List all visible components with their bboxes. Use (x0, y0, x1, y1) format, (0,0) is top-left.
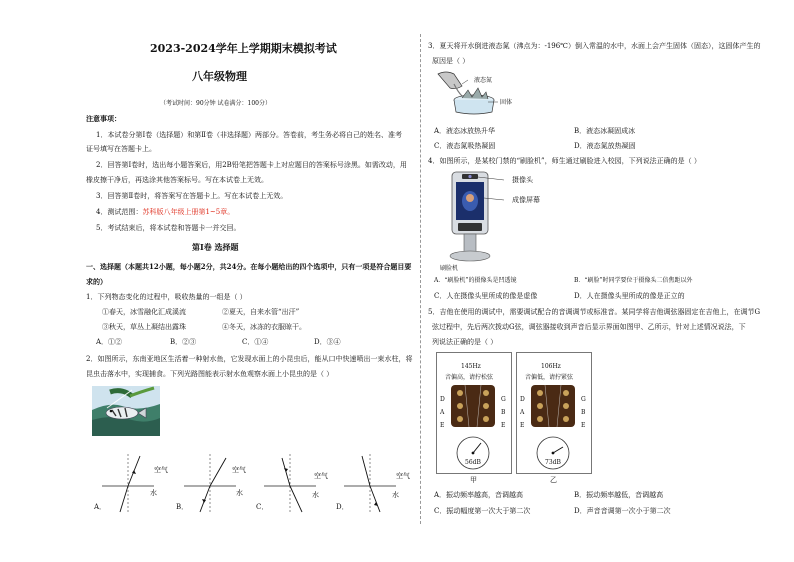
yi-string-b: B (581, 409, 586, 416)
q3-choice-a[interactable]: A．液态冰放热升华 (434, 127, 496, 135)
q4-choice-d[interactable]: D．人在摄像头里所成的像是正立的 (574, 292, 685, 300)
q2-air-label-d: 空气 (396, 472, 410, 480)
q3-choice-c[interactable]: C．液态氮吸热凝固 (434, 142, 496, 150)
yi-string-a: A (520, 409, 525, 416)
q1-choice-d[interactable]: D．③④ (314, 338, 341, 346)
q2-water-label-c: 水 (312, 491, 319, 499)
q1-choice-c[interactable]: C．①④ (242, 338, 269, 346)
q4-choice-b[interactable]: B．“刷脸”时同学要位于摄像头二倍焦距以外 (574, 277, 693, 284)
q2-water-label-d: 水 (392, 491, 399, 499)
notice-item-1-cont: 证号填写在答题卡上。 (86, 145, 156, 153)
tuner-panel-jia (436, 352, 512, 474)
q5-choice-d[interactable]: D．声音音调第一次小于第二次 (574, 507, 671, 515)
q1-choice-a[interactable]: A．①② (96, 338, 123, 346)
tuner-jia-frequency: 145Hz (461, 363, 481, 370)
q5-choice-c[interactable]: C．振动幅度第一次大于第二次 (434, 507, 531, 515)
yi-string-e2: E (581, 422, 586, 429)
archerfish-photo (92, 386, 160, 436)
notice-item-2-cont: 橡皮擦干净后，再选涂其他答案标号。写在本试卷上无效。 (86, 176, 268, 184)
notice-item-1: 1．本试卷分第Ⅰ卷（选择题）和第Ⅱ卷（非选择题）两部分。答卷前，考生务必将自己的姓名、准考 (96, 131, 402, 139)
q3-stem-cont: 原因是（ ） (432, 57, 470, 65)
section-title: 第Ⅰ卷 选择题 (192, 242, 239, 252)
q2-choice-c[interactable]: C． (256, 503, 269, 511)
jia-string-b: B (501, 409, 506, 416)
q5-stem-cont-1: 弦过程中，先后两次拨动G弦，调弦器接收到声音后显示界面如图甲、乙所示，针对上述情况说法，下 (432, 323, 746, 331)
q3-choice-d[interactable]: D．液态氮放热凝固 (574, 142, 636, 150)
right-column (422, 0, 794, 562)
yi-string-e: E (520, 422, 525, 429)
jia-string-a: A (440, 409, 445, 416)
jia-string-g: G (501, 396, 506, 403)
q3-label-solid: 固体 (500, 99, 513, 106)
jia-string-d: D (440, 396, 445, 403)
test-scope: 苏科版八年级上册第1~5章。 (142, 208, 235, 216)
section-instruction: 一、选择题（本题共12小题，每小题2分，共24分。在每小题给出的四个选项中，只有一项是符合题目要 (86, 262, 412, 271)
column-divider (420, 34, 421, 524)
q1-choice-b[interactable]: B．②③ (170, 338, 197, 346)
q4-label-camera: 摄像头 (512, 176, 533, 184)
q2-air-label-c: 空气 (314, 472, 328, 480)
q2-choice-b[interactable]: B． (176, 503, 189, 511)
tuner-panel-yi (516, 352, 592, 474)
ray-diagram-a[interactable] (102, 454, 154, 512)
q1-option-1: ①春天，冰雪融化汇成溪流 (102, 308, 186, 316)
q3-stem: 3．夏天将开水倒进液态氮（沸点为：-196℃）倒入常温的水中，水面上会产生固体（固态），这固体产生的 (428, 42, 761, 50)
q5-choice-b[interactable]: B．振动频率越低，音调越高 (574, 491, 664, 499)
q2-water-label-b: 水 (236, 489, 243, 497)
q1-option-2: ②夏天，自来水管“出汗” (222, 308, 300, 316)
q2-air-label-a: 空气 (154, 466, 168, 474)
volume-reading-jia: 56dB (465, 459, 481, 466)
subject-title: 八年级物理 (192, 70, 247, 83)
q4-label-machine: 刷脸机 (440, 265, 459, 272)
exam-title: 2023-2024学年上学期期末模拟考试 (150, 42, 337, 55)
notice-item-4-label: 4．测试范围： (96, 208, 143, 216)
q5-stem: 5．吉他在使用的调试中，需要调试配合的音调调节或标准音。某同学将吉他调弦器固定在吉他上，在调节G (428, 308, 761, 316)
tuner-yi-frequency: 106Hz (541, 363, 561, 370)
q1-stem: 1．下列物态变化的过程中，吸收热量的一组是（ ） (86, 293, 247, 301)
q3-choice-b[interactable]: B．液态冰凝固成冰 (574, 127, 636, 135)
notice-item-4 (96, 208, 234, 217)
q5-choice-a[interactable]: A．振动频率越高，音调越高 (434, 491, 524, 499)
ray-diagram-b[interactable] (184, 454, 236, 512)
notice-heading: 注意事项： (86, 114, 121, 123)
yi-string-d: D (520, 396, 525, 403)
exam-info: （考试时间：90分钟 试卷满分：100分） (160, 100, 271, 107)
panel-label-yi: 乙 (550, 476, 557, 484)
q2-choice-d[interactable]: D． (336, 503, 349, 511)
q4-label-screen: 成像屏幕 (512, 196, 540, 204)
tuner-jia-hint: 音偏高，请拧松弦 (445, 374, 494, 381)
q1-option-3: ③秋天，草丛上凝结出露珠 (102, 323, 186, 331)
volume-reading-yi: 73dB (545, 459, 561, 466)
tuner-yi-hint: 音偏低，请拧紧弦 (525, 374, 574, 381)
ray-diagram-c[interactable] (264, 454, 316, 512)
yi-string-g: G (581, 396, 586, 403)
q4-face-scanner-figure (436, 168, 512, 264)
q5-stem-cont-2: 列说法正确的是（ ） (432, 338, 498, 346)
ray-diagram-d[interactable] (344, 454, 396, 512)
notice-item-5: 5．考试结束后，将本试卷和答题卡一并交回。 (96, 224, 241, 232)
q2-stem: 2．如图所示，东南亚地区生活着一种射水鱼，它发现水面上的小昆虫后，能从口中快速喷出一束水柱，将 (86, 355, 413, 363)
panel-label-jia: 甲 (470, 476, 477, 484)
q4-choice-a[interactable]: A．“刷脸机”的摄像头是凹透镜 (434, 277, 517, 284)
guitar-headstock-jia (449, 383, 497, 429)
jia-string-e: E (440, 422, 445, 429)
q4-stem: 4．如图所示，是某校门禁的“刷脸机”，师生通过刷脸进入校园，下列说法正确的是（ ） (428, 157, 701, 165)
q2-stem-cont: 昆虫击落水中，实现捕食。下列光路图能表示射水鱼观察水面上小昆虫的是（ ） (86, 370, 334, 378)
q2-ray-diagrams (92, 448, 412, 520)
notice-item-3: 3．回答第Ⅱ卷时，将答案写在答题卡上。写在本试卷上无效。 (96, 192, 288, 200)
jia-string-e2: E (501, 422, 506, 429)
guitar-headstock-yi (529, 383, 577, 429)
q1-option-4: ④冬天，冰冻的衣服晾干。 (222, 323, 306, 331)
q2-air-label-b: 空气 (232, 466, 246, 474)
q3-label-liquid-nitrogen: 液态氮 (474, 77, 493, 84)
q2-choice-a[interactable]: A． (94, 503, 107, 511)
q4-choice-c[interactable]: C．人在摄像头里所成的像是虚像 (434, 292, 538, 300)
notice-item-2: 2．回答第Ⅰ卷时，选出每小题答案后，用2B铅笔把答题卡上对应题目的答案标号涂黑。如需改动，用 (96, 161, 407, 169)
section-instruction-cont: 求的） (86, 277, 107, 286)
q2-water-label-a: 水 (150, 489, 157, 497)
